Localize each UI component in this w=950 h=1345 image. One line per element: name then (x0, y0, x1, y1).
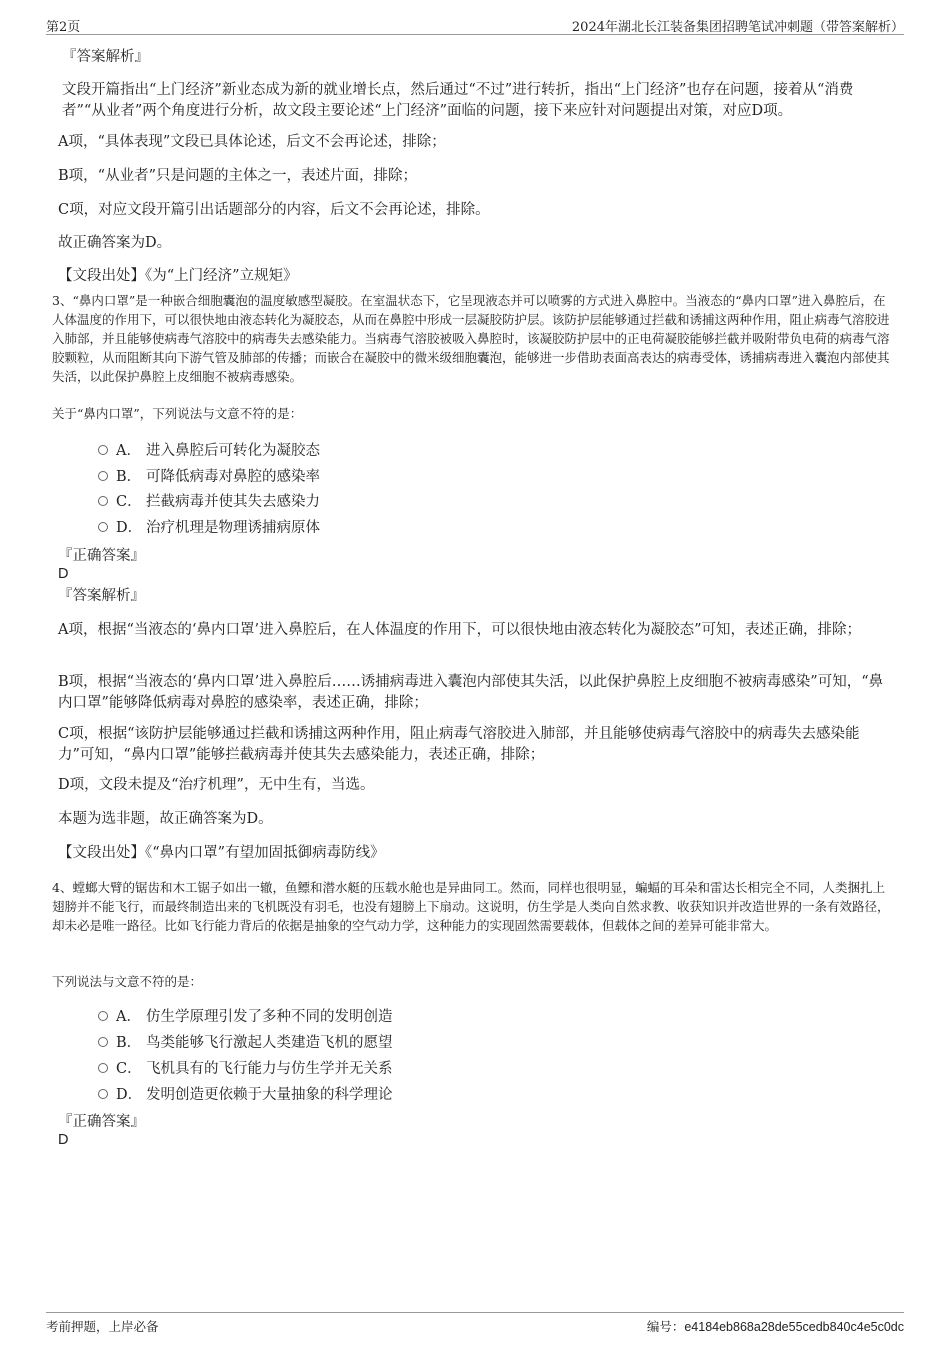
radio-icon[interactable] (98, 445, 108, 455)
q4-answer-title: 『正确答案』 (58, 1114, 145, 1130)
page-header (46, 14, 904, 35)
radio-icon[interactable] (98, 1011, 108, 1021)
q4-option-c[interactable]: C． 飞机具有的飞行能力与仿生学并无关系 (98, 1059, 393, 1079)
q3-option-c[interactable]: C． 拦截病毒并使其失去感染力 (98, 492, 320, 512)
radio-icon[interactable] (98, 1063, 108, 1073)
q3-analysis-d: D项，文段未提及“治疗机理”，无中生有，当选。 (58, 777, 375, 793)
q2-analysis-b: B项，“从业者”只是问题的主体之一，表述片面，排除； (58, 168, 417, 184)
q3-analysis-b: B项，根据“当液态的‘鼻内口罩’进入鼻腔后……诱捕病毒进入囊泡内部使其失活，以此保护鼻腔上皮细胞不被病毒感染”可知，“鼻内口罩”能够降低病毒对鼻腔的感染率，表述正确，排除； (58, 674, 884, 711)
q3-answer: D (58, 566, 69, 582)
q4-option-b[interactable]: B． 鸟类能够飞行激起人类建造飞机的愿望 (98, 1033, 393, 1053)
q4-answer: D (58, 1132, 69, 1148)
q2-analysis-paragraph: 文段开篇指出“上门经济”新业态成为新的就业增长点，然后通过“不过”进行转折，指出“上门经济”也存在问题，接着从“消费者”“从业者”两个角度进行分析，故文段主要论述“上门经济”面临的问题，接下来应针对问题提出对策，对应D项。 (62, 82, 854, 119)
q3-question: 关于“鼻内口罩”，下列说法与文意不符的是： (52, 406, 303, 421)
q4-option-a[interactable]: A． 仿生学原理引发了多种不同的发明创造 (98, 1007, 393, 1027)
radio-icon[interactable] (98, 522, 108, 532)
q3-analysis-title: 『答案解析』 (58, 588, 145, 604)
q2-analysis-a: A项，“具体表现”文段已具体论述，后文不会再论述，排除； (58, 134, 446, 150)
q3-option-a[interactable]: A． 进入鼻腔后可转化为凝胶态 (98, 441, 320, 461)
radio-icon[interactable] (98, 471, 108, 481)
q3-option-b[interactable]: B． 可降低病毒对鼻腔的感染率 (98, 467, 320, 487)
q3-analysis-c: C项，根据“该防护层能够通过拦截和诱捕这两种作用，阻止病毒气溶胶进入肺部，并且能够使病毒气溶胶中的病毒失去感染能力”可知，“鼻内口罩”能够拦截病毒并使其失去感染能力，表述正确，排除； (58, 726, 860, 763)
q4-stem: 4、螳螂大臂的锯齿和木工锯子如出一辙，鱼鳔和潜水艇的压载水舱也是异曲同工。然而，同样也很明显，蝙蝠的耳朵和雷达长相完全不同，人类捆扎上翅膀并不能飞行，而最终制造出来的飞机既没有羽毛，也没有翅膀上下扇动。这说明，仿生学是人类向自然求教、收获知识并改造世界的一条有效路径，却未必是唯一路径。比如飞行能力背后的依据是抽象的空气动力学，这种能力的实现固然需要载体，但载体之间的差异可能非常大。 (52, 880, 890, 933)
radio-icon[interactable] (98, 1089, 108, 1099)
q3-source: 【文段出处】《“鼻内口罩”有望加固抵御病毒防线》 (58, 845, 385, 861)
radio-icon[interactable] (98, 1037, 108, 1047)
footer-slogan: 考前押题，上岸必备 (46, 1319, 159, 1334)
q3-stem: 3、“鼻内口罩”是一种嵌合细胞囊泡的温度敏感型凝胶。在室温状态下，它呈现液态并可以喷雾的方式进入鼻腔中。当液态的“鼻内口罩”进入鼻腔后，在人体温度的作用下，可以很快地由液态转化为凝胶态，从而在鼻腔中形成一层凝胶防护层。该防护层能够通过拦截和诱捕这两种作用，阻止病毒气溶胶进入肺部，并且能够使病毒气溶胶中的病毒失去感染能力。当病毒气溶胶被吸入鼻腔时，该凝胶防护层中的正电荷凝胶能够拦截并吸附带负电荷的病毒气溶胶颗粒，从而阻断其向下游气管及肺部的传播；而嵌合在凝胶中的微米级细胞囊泡，能够进一步借助表面高表达的病毒受体，诱捕病毒进入囊泡内部使其失活，以此保护鼻腔上皮细胞不被病毒感染。 (52, 293, 890, 384)
page-footer (46, 1312, 904, 1335)
q2-analysis-c: C项，对应文段开篇引出话题部分的内容，后文不会再论述，排除。 (58, 202, 490, 218)
q3-conclusion: 本题为选非题，故正确答案为D。 (58, 811, 273, 827)
q3-answer-title: 『正确答案』 (58, 548, 145, 564)
q3-analysis-a: A项，根据“当液态的‘鼻内口罩’进入鼻腔后，在人体温度的作用下，可以很快地由液态转化为凝胶态”可知，表述正确，排除； (58, 622, 862, 638)
q2-analysis-title: 『答案解析』 (62, 49, 149, 65)
q2-conclusion: 故正确答案为D。 (58, 235, 172, 251)
document-code: 编号：e4184eb868a28de55cedb840c4e5c0dc (646, 1319, 904, 1334)
q3-option-d[interactable]: D． 治疗机理是物理诱捕病原体 (98, 518, 320, 538)
radio-icon[interactable] (98, 496, 108, 506)
q4-option-d[interactable]: D． 发明创造更依赖于大量抽象的科学理论 (98, 1085, 393, 1105)
document-title: 2024年湖北长江装备集团招聘笔试冲刺题（带答案解析） (571, 20, 904, 35)
q4-question: 下列说法与文意不符的是： (52, 974, 203, 989)
q2-source: 【文段出处】《为“上门经济”立规矩》 (58, 268, 298, 284)
page-number: 第2页 (46, 20, 81, 35)
